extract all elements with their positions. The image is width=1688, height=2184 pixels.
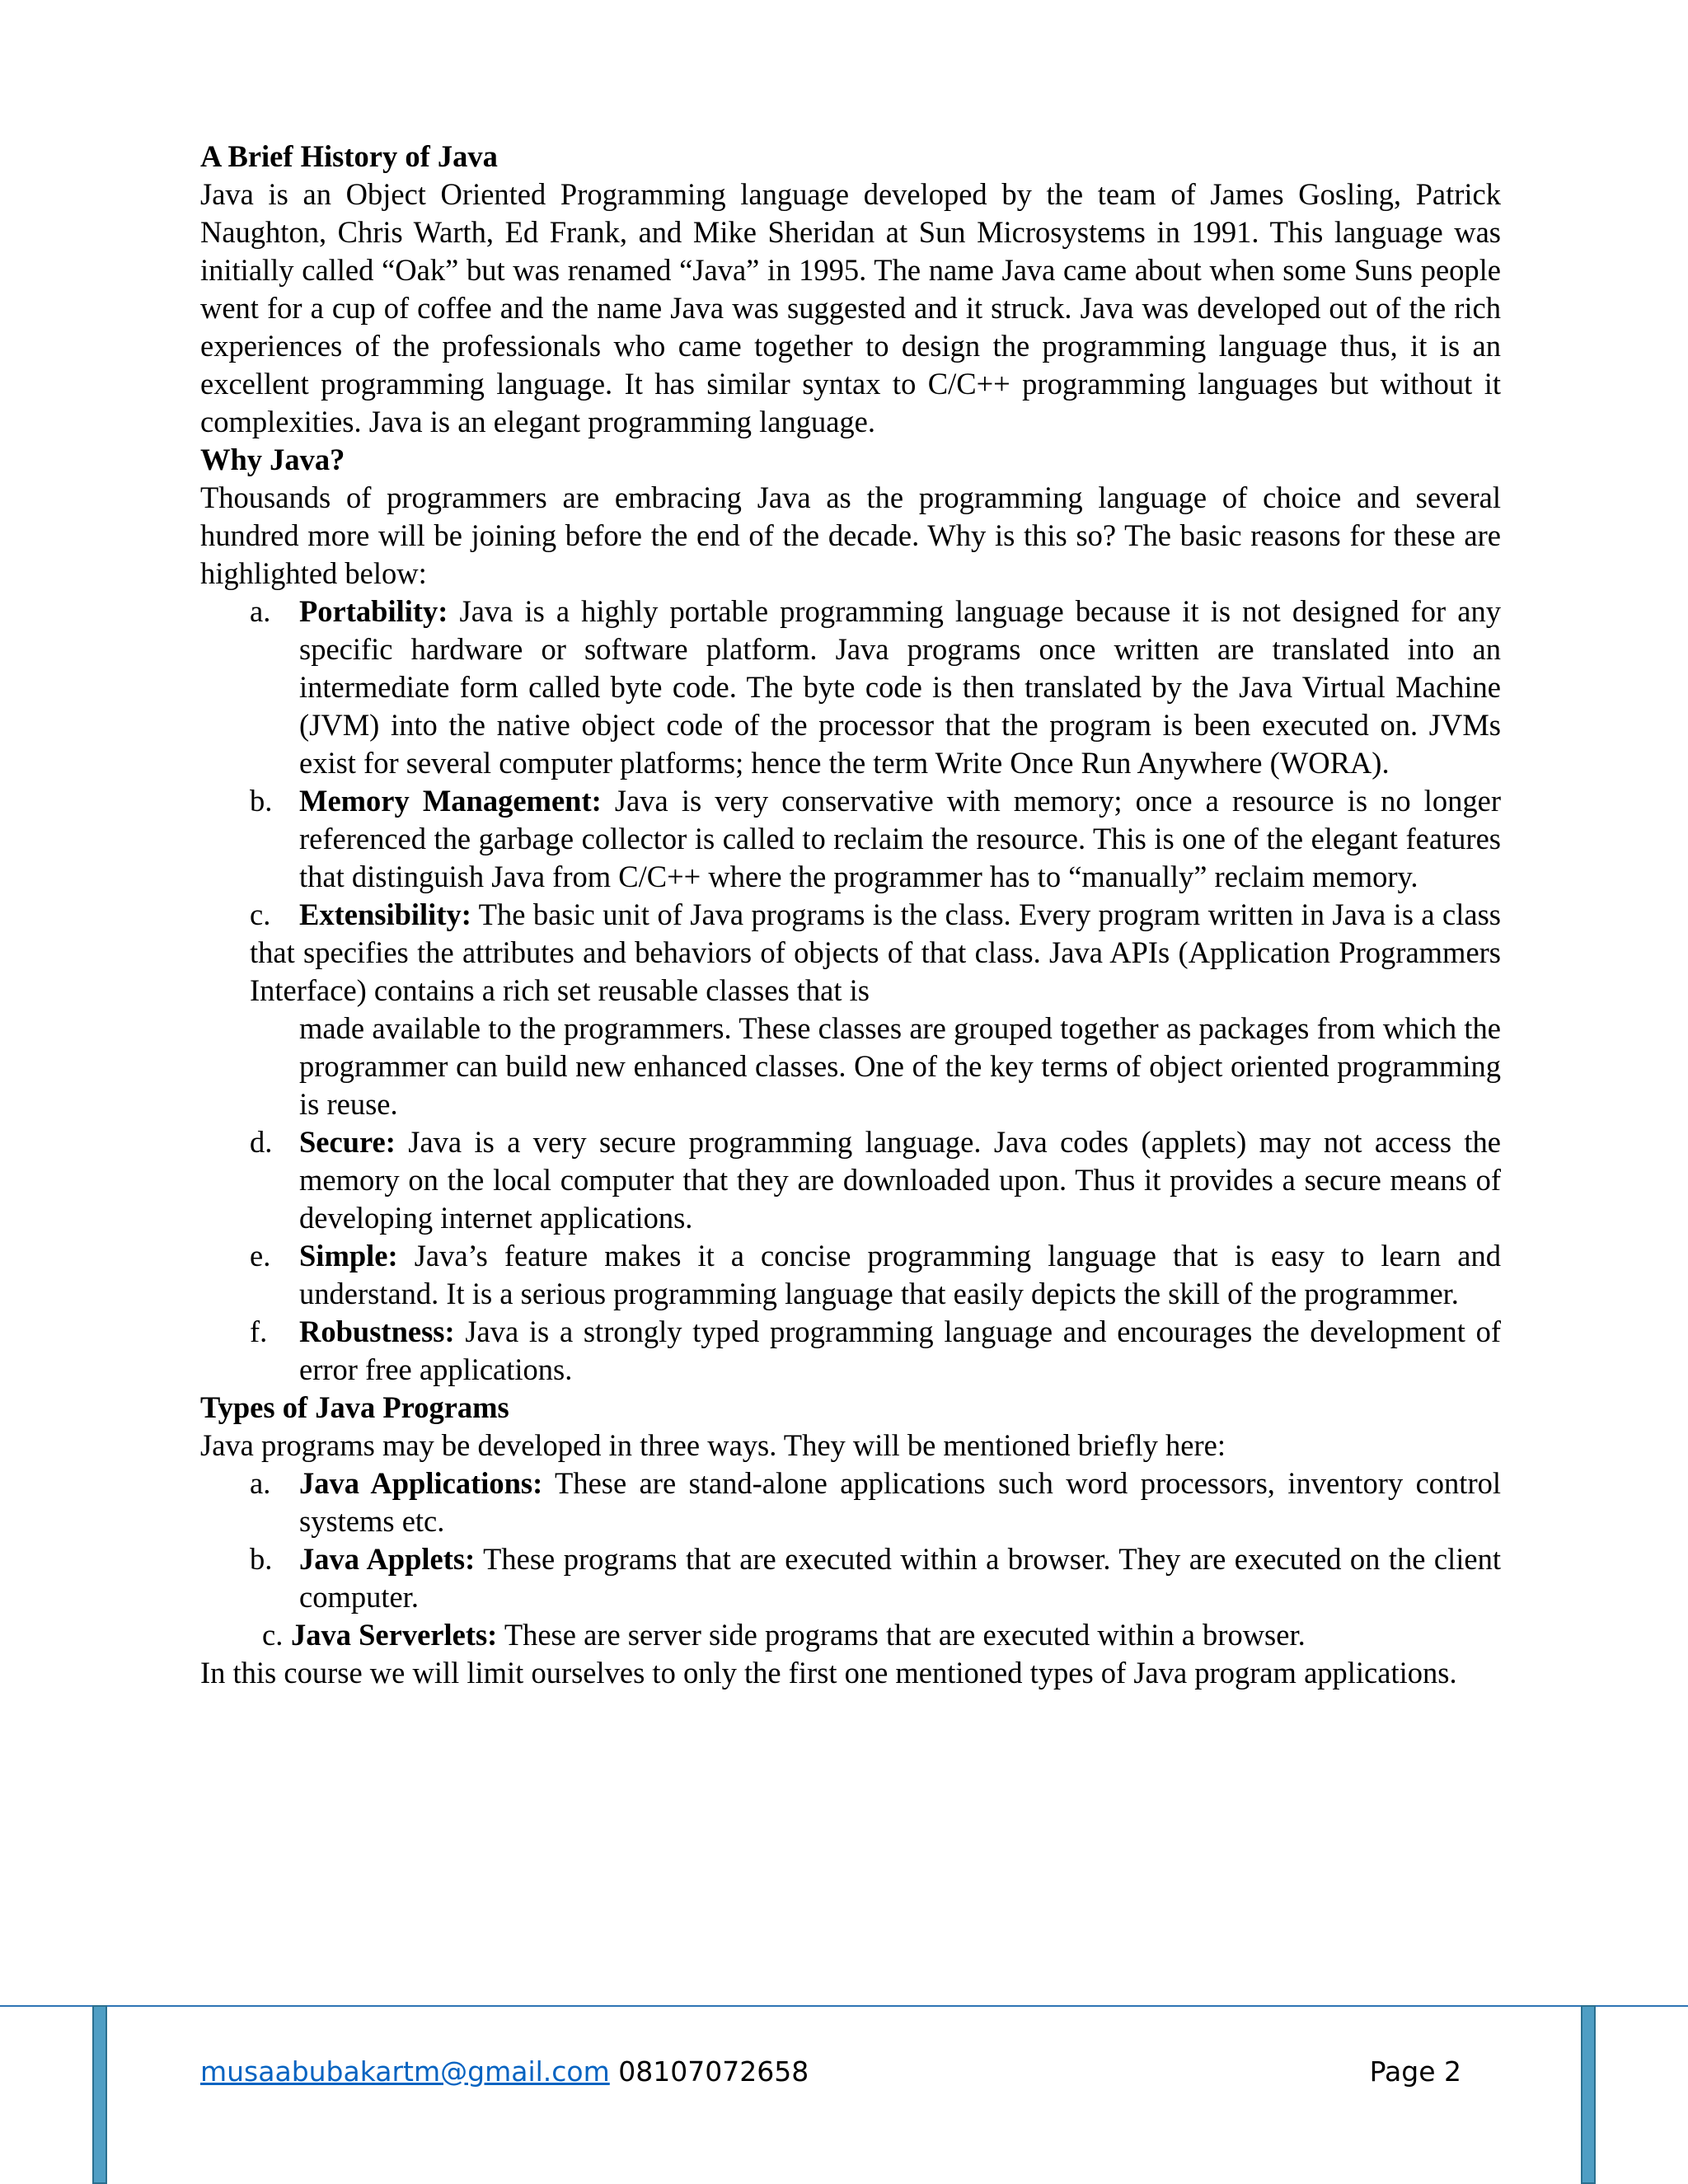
footer-rule — [0, 2005, 1688, 2007]
term-memory-management: Memory Management: — [299, 784, 602, 818]
heading-why-java: Why Java? — [200, 443, 345, 476]
text-simple: Java’s feature makes it a concise programming language that is easy to learn and understand. It is a serious programming language that easily depicts the skill of the programmer. — [299, 1239, 1502, 1310]
term-secure: Secure: — [299, 1125, 396, 1159]
list-item-extensibility — [200, 896, 1501, 1123]
footer-right-bar — [1581, 2005, 1596, 2184]
text-portability: Java is a highly portable programming language because it is not designed for any specific hardware or software platform. Java programs once written are translated into an intermediate form called byte code. The byte code is then translated by the Java Virtual Machine (JVM) into the native object code of the processor that the program is been executed on. JVMs exist for several computer platforms; hence the term Write Once Run Anywhere (WORA). — [299, 594, 1501, 780]
term-extensibility: Extensibility: — [299, 898, 471, 931]
list-item-java-serverlets — [200, 1616, 1501, 1654]
paragraph-why-intro: Thousands of programmers are embracing Java as the programming language of choice and several hundred more will be joining before the end of the decade. Why is this so? The basic reasons for these are highlighted below: — [200, 480, 1501, 590]
text-memory-management: Java is very conservative with memory; once a resource is no longer referenced the garbage collector is called to reclaim the resource. This is one of the elegant features that distinguish Java from C/C++ where the programmer has to “manually” reclaim memory. — [299, 784, 1502, 893]
paragraph-closing: In this course we will limit ourselves to only the first one mentioned types of Java program applications. — [200, 1656, 1457, 1690]
footer-left-bar — [92, 2005, 107, 2184]
list-item-java-applets — [200, 1540, 1501, 1616]
text-java-applications: These are stand-alone applications such word processors, inventory control systems etc. — [299, 1466, 1501, 1538]
text-extensibility: The basic unit of Java programs is the class. Every program written in Java is a class that specifies the attributes and behaviors of objects of that class. Java APIs (Application Programmers Interface) contains a rich set reusable classes that is — [250, 898, 1501, 1007]
paragraph-types-intro: Java programs may be developed in three ways. They will be mentioned briefly here: — [200, 1428, 1226, 1462]
term-simple: Simple: — [299, 1239, 398, 1272]
list-item-secure — [200, 1123, 1501, 1237]
term-java-applets: Java Applets: — [299, 1542, 476, 1576]
types-list — [200, 1465, 1501, 1654]
list-marker: b. — [250, 784, 273, 818]
footer-phone: 08107072658 — [618, 2055, 809, 2088]
list-marker: a. — [250, 1466, 271, 1500]
term-java-serverlets: Java Serverlets: — [291, 1618, 498, 1652]
list-marker: b. — [250, 1542, 273, 1576]
text-java-applets: These programs that are executed within a browser. They are executed on the client computer. — [299, 1542, 1501, 1614]
paragraph-history: Java is an Object Oriented Programming language developed by the team of James Gosling, Patrick Naughton, Chris Warth, Ed Frank, and Mike Sheridan at Sun Microsystems in 1991. This language was initially called “Oak” but was renamed “Java” in 1995. The name Java came about when some Suns people went for a cup of coffee and the name Java was suggested and it struck. Java was developed out of the rich experiences of the professionals who came together to design the programming language thus, it is an excellent programming language. It has similar syntax to C/C++ programming languages but without it complexities. Java is an elegant programming language. — [200, 177, 1501, 438]
footer-email-link[interactable]: musaabubakartm@gmail.com — [200, 2055, 610, 2088]
heading-types: Types of Java Programs — [200, 1390, 509, 1424]
list-item-java-applications — [200, 1465, 1501, 1540]
footer-page-number: Page 2 — [1369, 2055, 1461, 2088]
heading-history: A Brief History of Java — [200, 139, 498, 173]
list-marker: f. — [250, 1315, 268, 1348]
list-item-robustness — [200, 1313, 1501, 1389]
text-secure: Java is a very secure programming language. Java codes (applets) may not access the memory on the local computer that they are downloaded upon. Thus it provides a secure means of developing internet applications. — [299, 1125, 1501, 1235]
list-marker: a. — [250, 594, 271, 628]
list-marker: d. — [250, 1125, 273, 1159]
term-java-applications: Java Applications: — [299, 1466, 543, 1500]
reasons-list — [200, 593, 1501, 1389]
document-body — [200, 138, 1501, 1692]
list-marker: c. — [250, 898, 271, 931]
text-extensibility-continued: made available to the programmers. These classes are grouped together as packages from which the programmer can build new enhanced classes. One of the key terms of object oriented programming is reuse. — [299, 1011, 1501, 1121]
list-item-simple — [200, 1237, 1501, 1313]
term-portability: Portability: — [299, 594, 448, 628]
list-item-portability — [200, 593, 1501, 782]
list-item-memory-management — [200, 782, 1501, 896]
page-footer — [200, 2054, 1461, 2090]
term-robustness: Robustness: — [299, 1315, 455, 1348]
list-marker: e. — [250, 1239, 271, 1272]
list-marker: c. — [262, 1618, 284, 1652]
text-java-serverlets: These are server side programs that are executed within a browser. — [504, 1618, 1306, 1652]
text-robustness: Java is a strongly typed programming language and encourages the development of error free applications. — [299, 1315, 1501, 1386]
